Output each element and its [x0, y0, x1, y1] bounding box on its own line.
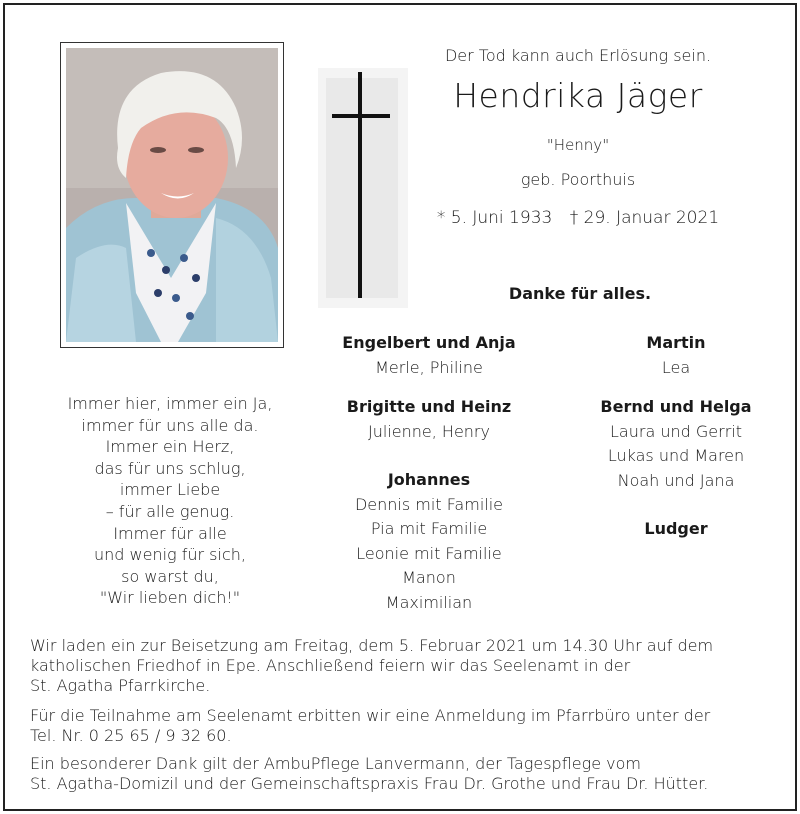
motto: Der Tod kann auch Erlösung sein.	[444, 46, 712, 65]
family-head: Bernd und Helga	[600, 397, 752, 416]
family-member: Laura und Gerrit	[610, 421, 742, 441]
poem-line: Immer für alle	[113, 523, 227, 543]
poem-line: so warst du,	[121, 566, 219, 586]
cross-icon	[318, 68, 408, 308]
thanks-line: Danke für alles.	[508, 284, 652, 303]
family-head: Ludger	[644, 519, 708, 538]
footer-line: St. Agatha Pfarrkirche.	[30, 676, 211, 695]
poem	[40, 393, 300, 609]
birth-date: * 5. Juni 1933	[436, 208, 553, 228]
family-member: Pia mit Familie	[370, 519, 488, 538]
family-member: Julienne, Henry	[368, 421, 490, 441]
poem-line: "Wir lieben dich!"	[99, 588, 241, 608]
nickname: "Henny"	[546, 136, 610, 154]
family-head: Brigitte und Heinz	[346, 397, 512, 416]
poem-line: – für alle genug.	[105, 501, 235, 521]
family-head: Johannes	[387, 470, 471, 489]
footer-line: katholischen Friedhof in Epe. Anschließend feiern wir das Seelenamt in der	[30, 656, 631, 675]
deceased-name: Hendrika Jäger	[453, 76, 703, 115]
footer-line: Wir laden ein zur Beisetzung am Freitag, dem 5. Februar 2021 um 14.30 Uhr auf dem	[30, 636, 714, 655]
life-dates	[400, 208, 756, 228]
family-group	[566, 517, 786, 542]
registration-note	[30, 706, 780, 746]
family-member: Lea	[661, 357, 691, 377]
family-member: Manon	[402, 568, 456, 587]
birth-name: geb. Poorthuis	[520, 170, 636, 189]
poem-line: Immer hier, immer ein Ja,	[67, 394, 273, 413]
family-group	[566, 395, 786, 493]
acknowledgement	[30, 754, 780, 794]
family-group	[566, 331, 786, 380]
footer-line: Für die Teilnahme am Seelenamt erbitten wir eine Anmeldung im Pfarrbüro unter der	[30, 706, 711, 725]
footer-line: Tel. Nr. 0 25 65 / 9 32 60.	[30, 726, 232, 745]
footer-line: Ein besonderer Dank gilt der AmbuPflege Lanvermann, der Tagespflege vom	[30, 754, 641, 773]
family-head: Engelbert und Anja	[342, 333, 516, 352]
poem-line: das für uns schlug,	[94, 458, 246, 478]
family-group	[319, 468, 539, 615]
family-group	[319, 395, 539, 444]
footer-line: St. Agatha-Domizil und der Gemeinschaftspraxis Frau Dr. Grothe und Frau Dr. Hütter.	[30, 774, 709, 793]
family-member: Lukas und Maren	[607, 446, 745, 465]
family-group	[319, 331, 539, 380]
family-member: Noah und Jana	[617, 470, 735, 490]
funeral-invitation	[30, 636, 780, 696]
poem-line: und wenig für sich,	[94, 545, 246, 565]
poem-line: immer Liebe	[119, 480, 221, 500]
portrait-photo	[66, 48, 278, 342]
poem-line: immer für uns alle da.	[81, 415, 259, 435]
portrait-frame	[60, 42, 284, 348]
poem-line: Immer ein Herz,	[105, 437, 235, 457]
family-member: Maximilian	[385, 592, 473, 612]
family-member: Merle, Philine	[375, 357, 483, 377]
family-member: Leonie mit Familie	[356, 543, 502, 563]
family-member: Dennis mit Familie	[354, 494, 503, 514]
death-date: † 29. Januar 2021	[569, 208, 720, 228]
family-head: Martin	[646, 333, 706, 352]
